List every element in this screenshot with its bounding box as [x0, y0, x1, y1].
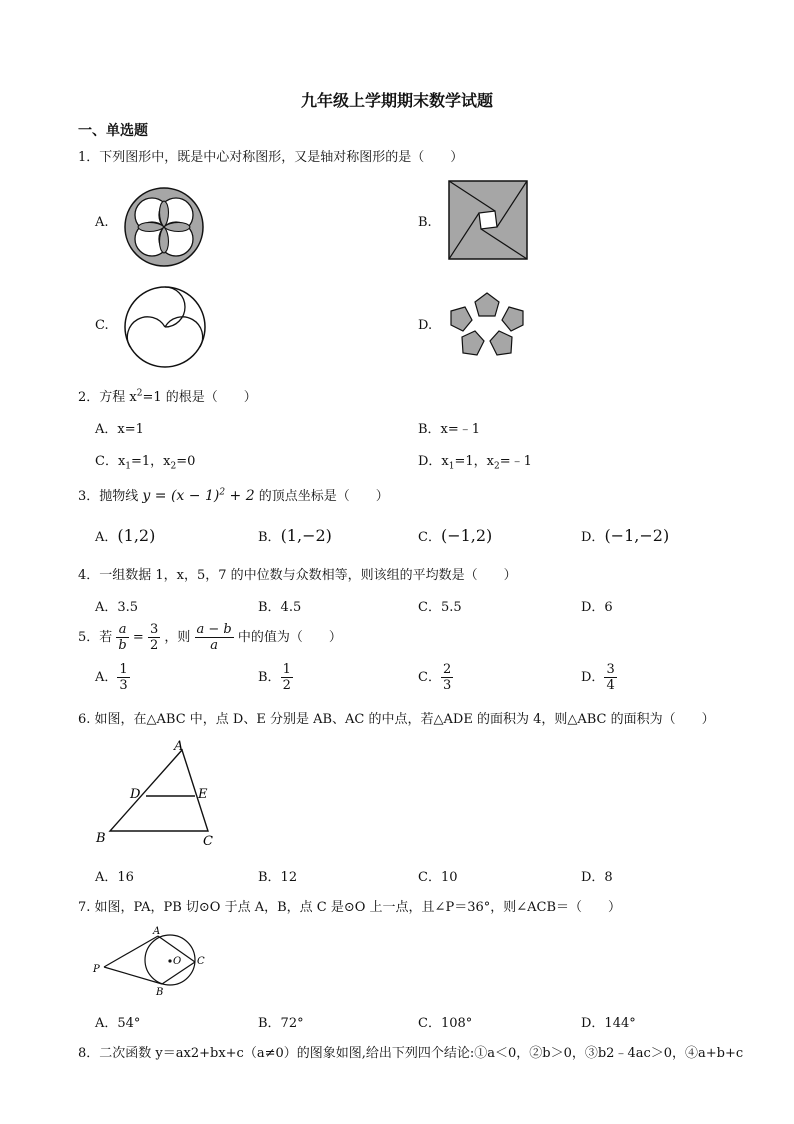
fraction-denominator: a — [210, 638, 219, 653]
q3-option-value: (−1,−2) — [604, 526, 670, 545]
q7-option-a: A．54° — [95, 1016, 141, 1031]
fraction-numerator: 2 — [442, 662, 452, 677]
q1-figure-c-three-arcs — [122, 284, 208, 370]
q5-option-label: D． — [581, 670, 605, 685]
question-5-stem — [78, 622, 342, 653]
q2d-sub: 1 — [448, 461, 455, 472]
fraction-numerator: a − b — [196, 622, 232, 637]
q7-option-c: C．108° — [418, 1016, 473, 1031]
q5-option-label: C． — [418, 670, 441, 685]
q3-stem-part: 的顶点坐标是（ ） — [258, 489, 389, 504]
question-2-stem — [78, 386, 257, 405]
q6-option-a: A．16 — [95, 870, 134, 885]
q5-option-fraction — [441, 662, 453, 693]
q6-label-c: C — [203, 834, 213, 849]
q1-figure-a-circle-petals — [122, 185, 206, 269]
q1-option-d-label: D. — [418, 318, 433, 333]
q2-option-d — [418, 450, 532, 472]
q6-triangle-figure — [92, 738, 222, 850]
fraction-denominator: 3 — [442, 678, 452, 693]
question-6-stem: 6. 如图，在△ABC 中，点 D、E 分别是 AB、AC 的中点，若△ADE 的面积为 4，则△ABC 的面积为（ ） — [78, 712, 715, 727]
question-7-stem: 7. 如图，PA，PB 切⊙O 于点 A，B，点 C 是⊙O 上一点，且∠P＝36°，则∠ACB＝（ ） — [78, 900, 622, 915]
q2d-sub: 2 — [494, 461, 500, 472]
q5-equals: = — [132, 630, 144, 645]
q3-formula-exp: 2 — [219, 487, 226, 498]
q5-option-d — [581, 662, 617, 693]
fraction-denominator: 2 — [149, 638, 159, 653]
q7-label-p: P — [93, 964, 100, 975]
fraction-numerator: 3 — [606, 662, 615, 677]
q6-option-b: B．12 — [258, 870, 298, 885]
q6-label-e: E — [198, 787, 208, 802]
q6-option-c: C．10 — [418, 870, 458, 885]
q7-tangent-circle-figure — [90, 924, 210, 996]
q5-option-fraction — [604, 662, 616, 693]
q4-option-a: A．3.5 — [95, 600, 139, 615]
q5-option-label: B． — [258, 670, 281, 685]
fraction-denominator: 4 — [606, 678, 615, 693]
q4-option-c: C．5.5 — [418, 600, 462, 615]
q3-option-label: C． — [418, 530, 441, 545]
q3-formula-part: y = (x − 1) — [142, 488, 220, 504]
q5-fraction-a-over-b — [116, 622, 128, 653]
q3-formula-part: + 2 — [225, 488, 255, 504]
q2-option-c — [95, 450, 195, 472]
page-title: 九年级上学期期末数学试题 — [300, 91, 493, 110]
q7-label-o: O — [173, 956, 182, 967]
q5-option-fraction — [117, 662, 129, 693]
q3-option-b — [258, 526, 332, 545]
q3-option-label: B． — [258, 530, 281, 545]
q5-stem-part: 中的值为（ ） — [237, 630, 342, 645]
q5-fraction-expression — [195, 622, 234, 653]
question-4-stem: 4．一组数据 1，x，5，7 的中位数与众数相等，则该组的平均数是（ ） — [78, 568, 517, 583]
q5-option-a — [95, 662, 130, 693]
q1-option-b-label: B. — [418, 215, 432, 230]
question-8-stem: 8．二次函数 y＝ax2+bx+c（a≠0）的图象如图,给出下列四个结论:①a＜0，②b＞0，③b2﹣4ac＞0，④a+b+c — [78, 1046, 744, 1061]
q5-fraction-3-over-2 — [148, 622, 160, 653]
q7-option-d: D．144° — [581, 1016, 636, 1031]
q7-label-b: B — [156, 987, 164, 996]
q1-option-c-label: C. — [95, 318, 109, 333]
q3-option-label: A． — [95, 530, 118, 545]
q3-option-d — [581, 526, 669, 545]
q5-option-c — [418, 662, 453, 693]
q2-exponent: 2 — [136, 388, 143, 399]
q2-option-b: B．x=﹣1 — [418, 422, 481, 437]
q4-option-d: D．6 — [581, 600, 613, 615]
q3-option-a — [95, 526, 155, 545]
q1-option-a-label: A. — [95, 215, 109, 230]
q3-option-value: (−1,2) — [440, 526, 493, 545]
q2c-part: C．x — [95, 454, 126, 469]
q3-option-value: (1,2) — [117, 526, 156, 545]
fraction-denominator: b — [118, 638, 127, 653]
q2c-sub: 2 — [170, 461, 177, 472]
fraction-denominator: 2 — [282, 678, 291, 693]
fraction-numerator: 3 — [149, 622, 159, 637]
q7-label-c: C — [197, 956, 205, 967]
q3-option-c — [418, 526, 492, 545]
q2-stem-part: =1 的根是（ ） — [142, 390, 257, 405]
q2c-part: =0 — [176, 454, 196, 469]
q2c-sub: 1 — [125, 461, 132, 472]
question-3-stem — [78, 485, 389, 504]
q3-stem-part: 3．抛物线 — [78, 489, 139, 504]
q2c-part: =1，x — [131, 454, 171, 469]
q1-figure-b-pinwheel-square — [448, 180, 528, 260]
q2-option-a: A．x=1 — [95, 422, 144, 437]
q6-option-d: D．8 — [581, 870, 613, 885]
q7-option-b: B．72° — [258, 1016, 304, 1031]
fraction-numerator: 1 — [119, 662, 128, 677]
q5-option-b — [258, 662, 293, 693]
fraction-denominator: 3 — [119, 678, 128, 693]
q2d-part: =1，x — [454, 454, 494, 469]
fraction-numerator: a — [116, 622, 128, 638]
fraction-numerator: 1 — [282, 662, 291, 677]
q3-formula — [142, 488, 254, 504]
q6-label-a: A — [174, 739, 184, 754]
q6-label-d: D — [130, 787, 141, 802]
section-heading: 一、单选题 — [78, 123, 148, 139]
q5-option-fraction — [281, 662, 293, 693]
q3-option-value: (1,−2) — [280, 526, 332, 545]
q5-stem-part: ，则 — [164, 630, 191, 645]
q5-stem-part: 5．若 — [78, 630, 113, 645]
q2d-part: D．x — [418, 454, 449, 469]
q6-label-b: B — [96, 831, 106, 846]
q1-figure-d-five-pentagons — [448, 291, 526, 359]
q4-option-b: B．4.5 — [258, 600, 302, 615]
q2-stem-part: 2．方程 x — [78, 390, 137, 405]
question-1-stem: 1．下列图形中，既是中心对称图形，又是轴对称图形的是（ ） — [78, 150, 464, 165]
q3-option-label: D． — [581, 530, 605, 545]
q5-option-label: A． — [95, 670, 118, 685]
q7-label-a: A — [153, 926, 161, 937]
q2d-part: =﹣1 — [499, 454, 532, 469]
